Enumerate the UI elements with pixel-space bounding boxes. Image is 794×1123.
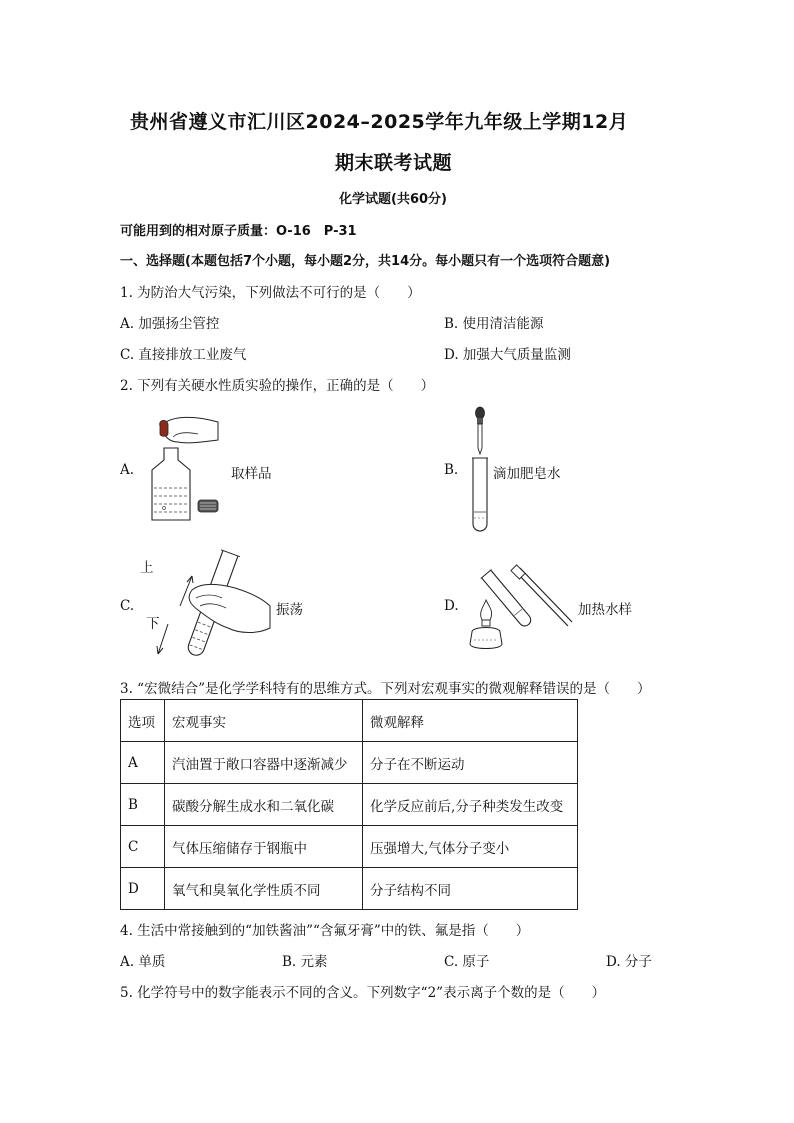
table-header-cell: 宏观事实 (165, 700, 363, 742)
page-title-line1: 贵州省遵义市汇川区2024–2025学年九年级上学期12月 (130, 111, 629, 133)
q2-option-d-caption: 加热水样 (578, 602, 632, 618)
q4-option-a[interactable]: A. 单质 (120, 954, 166, 970)
table-cell: D (121, 868, 165, 910)
q2-option-a-letter[interactable]: A. (120, 462, 135, 478)
q2-option-b-letter[interactable]: B. (444, 462, 459, 478)
table-row (121, 742, 578, 784)
table-cell: C (121, 826, 165, 868)
q2-image-a-sampling-illustration (138, 412, 223, 524)
q3-table (120, 699, 578, 910)
q1-option-b[interactable]: B. 使用清洁能源 (444, 316, 544, 332)
q3-stem: 3. “宏微结合”是化学学科特有的思维方式。下列对宏观事实的微观解释错误的是（ ） (120, 681, 651, 697)
table-row (121, 826, 578, 868)
table-row (121, 784, 578, 826)
q4-option-d[interactable]: D. 分子 (606, 954, 652, 970)
q2-option-c-letter[interactable]: C. (120, 598, 135, 614)
table-header-cell: 微观解释 (363, 700, 578, 742)
table-cell: 分子在不断运动 (363, 742, 578, 784)
q1-option-a[interactable]: A. 加强扬尘管控 (120, 316, 220, 332)
q2-option-a-caption: 取样品 (231, 466, 272, 482)
table-row (121, 868, 578, 910)
table-header-cell: 选项 (121, 700, 165, 742)
q2-option-b-caption: 滴加肥皂水 (493, 466, 561, 482)
q2-image-d-heating-illustration (468, 560, 573, 652)
table-cell: B (121, 784, 165, 826)
table-header-row (121, 700, 578, 742)
page-subtitle: 化学试题(共60分) (339, 192, 447, 207)
table-cell: 化学反应前后,分子种类发生改变 (363, 784, 578, 826)
table-cell: 氧气和臭氧化学性质不同 (165, 868, 363, 910)
table-cell: 汽油置于敞口容器中逐渐减少 (165, 742, 363, 784)
table-cell: 分子结构不同 (363, 868, 578, 910)
section-heading: 一、选择题(本题包括7个小题，每小题2分，共14分。每小题只有一个选项符合题意) (120, 254, 611, 269)
arrow-down-label: 下 (146, 616, 160, 632)
q2-stem: 2. 下列有关硬水性质实验的操作，正确的是（ ） (120, 378, 435, 394)
table-cell: A (121, 742, 165, 784)
table-cell: 压强增大,气体分子变小 (363, 826, 578, 868)
q1-stem: 1. 为防治大气污染，下列做法不可行的是（ ） (120, 285, 421, 301)
atomic-mass-note: 可能用到的相对原子质量：O-16 P-31 (120, 224, 357, 239)
q2-option-c-caption: 振荡 (276, 602, 303, 618)
q4-stem: 4. 生活中常接触到的“加铁酱油”“含氟牙膏”中的铁、氟是指（ ） (120, 923, 530, 939)
arrow-up-label: 上 (140, 560, 154, 576)
table-cell: 碳酸分解生成水和二氧化碳 (165, 784, 363, 826)
q2-image-b-dropper-illustration (468, 406, 492, 532)
q2-option-d-letter[interactable]: D. (444, 598, 459, 614)
q1-option-c[interactable]: C. 直接排放工业废气 (120, 347, 247, 363)
q5-stem: 5. 化学符号中的数字能表示不同的含义。下列数字“2”表示离子个数的是（ ） (120, 985, 606, 1001)
q4-option-b[interactable]: B. 元素 (282, 954, 328, 970)
q1-option-d[interactable]: D. 加强大气质量监测 (444, 347, 571, 363)
q4-option-c[interactable]: C. 原子 (444, 954, 490, 970)
q2-image-c-shaking-illustration (140, 546, 275, 664)
page-title-line2: 期末联考试题 (335, 152, 453, 174)
table-cell: 气体压缩储存于钢瓶中 (165, 826, 363, 868)
